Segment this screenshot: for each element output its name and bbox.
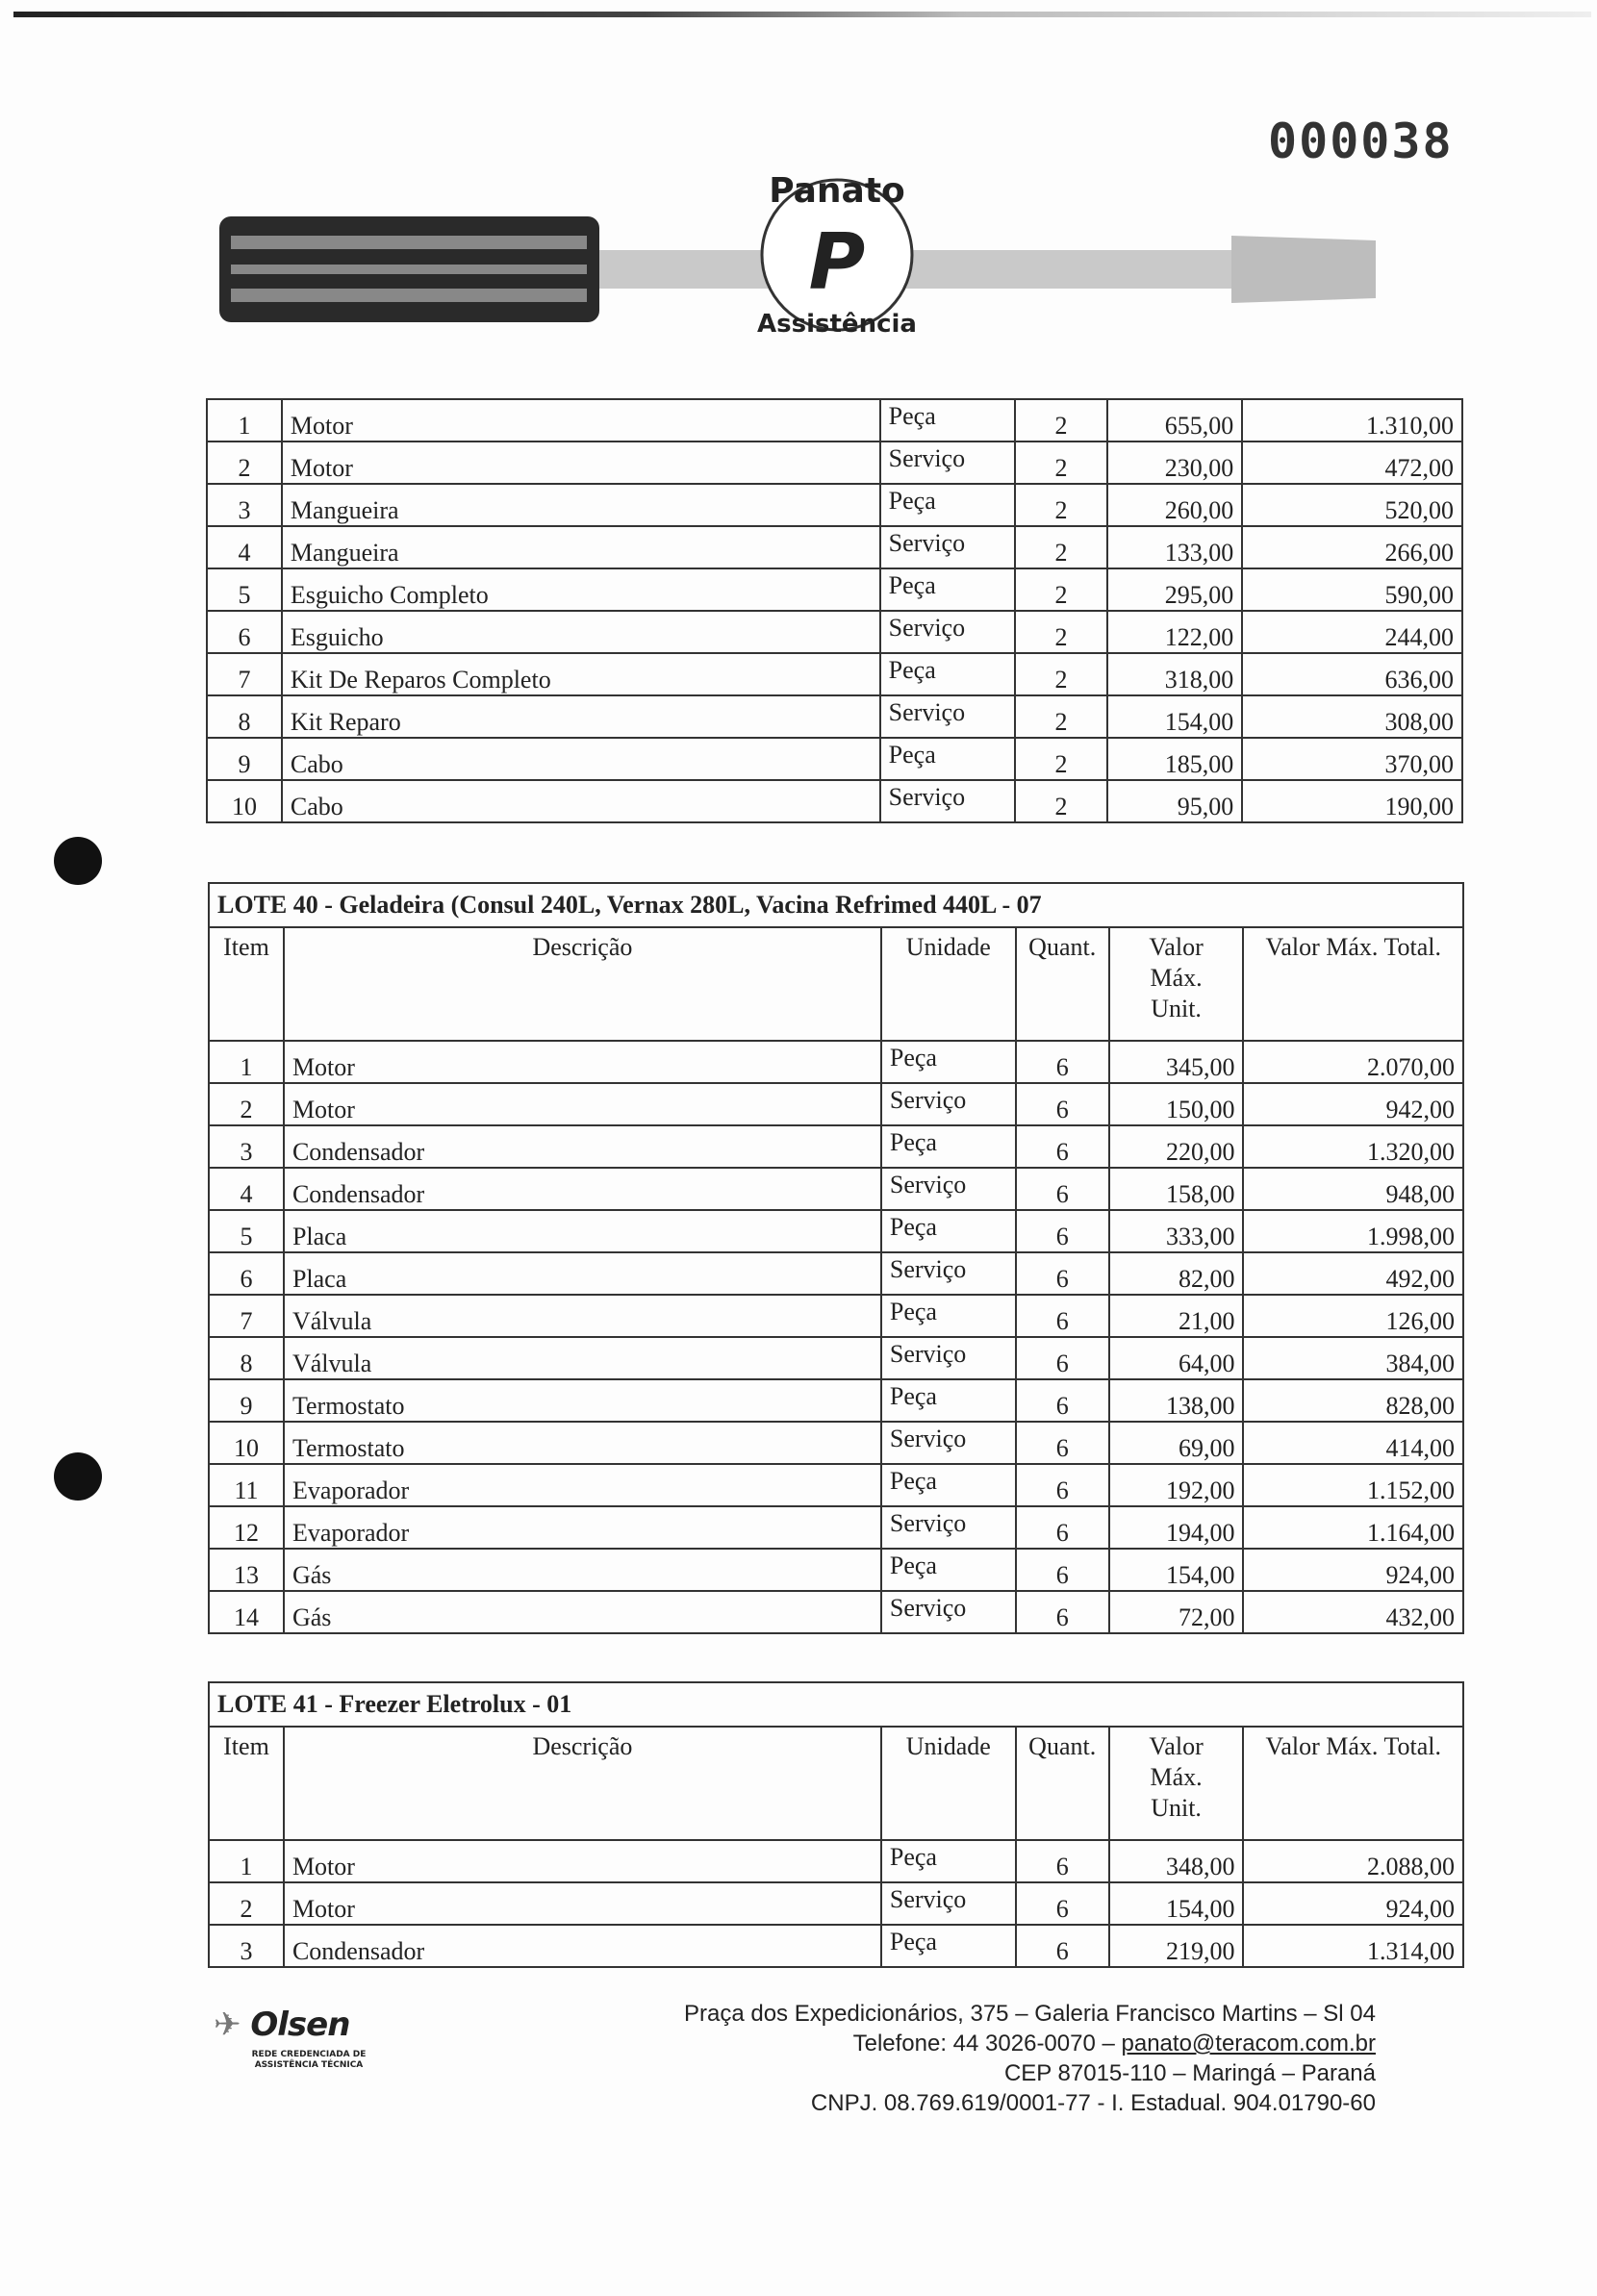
page-number: 000038	[1268, 114, 1454, 169]
item-unit: Peça	[881, 1125, 1016, 1168]
item-total: 432,00	[1243, 1591, 1463, 1633]
item-unit-price: 230,00	[1107, 442, 1242, 484]
item-quantity: 2	[1015, 442, 1108, 484]
table-row	[209, 1083, 1463, 1125]
item-description: Condensador	[284, 1925, 881, 1967]
item-total: 1.152,00	[1243, 1464, 1463, 1506]
item-number: 7	[209, 1295, 284, 1337]
table-row	[209, 1549, 1463, 1591]
item-description: Motor	[282, 399, 880, 442]
item-description: Motor	[284, 1083, 881, 1125]
item-quantity: 6	[1016, 1422, 1109, 1464]
item-total: 828,00	[1243, 1379, 1463, 1422]
item-quantity: 6	[1016, 1840, 1109, 1882]
item-unit: Peça	[881, 1295, 1016, 1337]
table-row	[209, 1337, 1463, 1379]
item-unit: Peça	[881, 1464, 1016, 1506]
item-number: 8	[207, 695, 282, 738]
item-number: 9	[209, 1379, 284, 1422]
item-total: 370,00	[1242, 738, 1462, 780]
item-number: 2	[209, 1882, 284, 1925]
item-unit-price: 150,00	[1109, 1083, 1244, 1125]
item-number: 3	[209, 1925, 284, 1967]
item-description: Válvula	[284, 1295, 881, 1337]
item-quantity: 2	[1015, 399, 1108, 442]
header-item: Item	[209, 927, 284, 1041]
item-number: 11	[209, 1464, 284, 1506]
cnpj: CNPJ. 08.769.619/0001-77 - I. Estadual. 904.01790-60	[810, 2090, 1376, 2116]
logo-text-panato: Panato	[769, 171, 905, 211]
header-quantity: Quant.	[1016, 927, 1109, 1041]
item-description: Termostato	[284, 1422, 881, 1464]
item-quantity: 6	[1016, 1464, 1109, 1506]
item-number: 4	[209, 1168, 284, 1210]
item-description: Placa	[284, 1210, 881, 1252]
item-total: 190,00	[1242, 780, 1462, 822]
table-row	[209, 1506, 1463, 1549]
item-unit-price: 82,00	[1109, 1252, 1244, 1295]
item-unit-price: 154,00	[1107, 695, 1242, 738]
item-description: Válvula	[284, 1337, 881, 1379]
item-description: Esguicho	[282, 611, 880, 653]
item-number: 3	[209, 1125, 284, 1168]
item-number: 14	[209, 1591, 284, 1633]
item-number: 7	[207, 653, 282, 695]
item-total: 942,00	[1243, 1083, 1463, 1125]
header-quantity: Quant.	[1016, 1727, 1109, 1840]
item-unit-price: 158,00	[1109, 1168, 1244, 1210]
item-unit-price: 194,00	[1109, 1506, 1244, 1549]
item-unit: Serviço	[881, 1252, 1016, 1295]
lote-title: LOTE 41 - Freezer Eletrolux - 01	[209, 1682, 1463, 1727]
svg-text:P: P	[808, 217, 866, 307]
item-unit: Serviço	[880, 442, 1015, 484]
item-unit-price: 95,00	[1107, 780, 1242, 822]
header-unit-price: Valor Máx. Unit.	[1109, 1727, 1244, 1840]
item-unit-price: 69,00	[1109, 1422, 1244, 1464]
item-unit-price: 154,00	[1109, 1882, 1244, 1925]
item-total: 948,00	[1243, 1168, 1463, 1210]
item-description: Cabo	[282, 738, 880, 780]
item-unit: Peça	[881, 1840, 1016, 1882]
table-row	[207, 738, 1462, 780]
item-description: Gás	[284, 1591, 881, 1633]
punch-hole	[54, 1452, 102, 1501]
header-unit-price: Valor Máx. Unit.	[1109, 927, 1244, 1041]
item-total: 2.088,00	[1243, 1840, 1463, 1882]
item-unit: Serviço	[881, 1168, 1016, 1210]
item-description: Kit De Reparos Completo	[282, 653, 880, 695]
item-unit: Serviço	[881, 1506, 1016, 1549]
item-unit-price: 192,00	[1109, 1464, 1244, 1506]
item-number: 9	[207, 738, 282, 780]
item-unit-price: 185,00	[1107, 738, 1242, 780]
items-table-continued	[206, 398, 1463, 823]
item-description: Condensador	[284, 1168, 881, 1210]
item-quantity: 6	[1016, 1925, 1109, 1967]
item-description: Termostato	[284, 1379, 881, 1422]
item-description: Evaporador	[284, 1464, 881, 1506]
item-unit-price: 345,00	[1109, 1041, 1244, 1083]
item-description: Motor	[284, 1882, 881, 1925]
table-row	[209, 1464, 1463, 1506]
header-total: Valor Máx. Total.	[1243, 927, 1463, 1041]
item-number: 4	[207, 526, 282, 568]
header-description: Descrição	[284, 927, 881, 1041]
item-total: 590,00	[1242, 568, 1462, 611]
header-total: Valor Máx. Total.	[1243, 1727, 1463, 1840]
item-description: Esguicho Completo	[282, 568, 880, 611]
item-description: Motor	[282, 442, 880, 484]
item-total: 492,00	[1243, 1252, 1463, 1295]
item-quantity: 6	[1016, 1591, 1109, 1633]
item-unit: Serviço	[881, 1422, 1016, 1464]
item-number: 8	[209, 1337, 284, 1379]
item-unit: Peça	[881, 1041, 1016, 1083]
item-quantity: 2	[1015, 695, 1108, 738]
item-unit-price: 295,00	[1107, 568, 1242, 611]
punch-hole	[54, 837, 102, 885]
item-unit: Peça	[880, 738, 1015, 780]
item-quantity: 2	[1015, 780, 1108, 822]
svg-text:Assistência: Assistência	[757, 310, 917, 339]
header-description: Descrição	[284, 1727, 881, 1840]
table-row	[209, 1925, 1463, 1967]
item-unit-price: 64,00	[1109, 1337, 1244, 1379]
item-description: Mangueira	[282, 484, 880, 526]
item-quantity: 6	[1016, 1083, 1109, 1125]
item-total: 384,00	[1243, 1337, 1463, 1379]
item-unit-price: 220,00	[1109, 1125, 1244, 1168]
item-unit-price: 219,00	[1109, 1925, 1244, 1967]
table-row	[209, 1591, 1463, 1633]
item-number: 2	[207, 442, 282, 484]
item-number: 10	[207, 780, 282, 822]
item-total: 1.320,00	[1243, 1125, 1463, 1168]
lote-40-table	[208, 882, 1464, 1634]
item-description: Motor	[284, 1041, 881, 1083]
table-row	[207, 653, 1462, 695]
item-unit: Serviço	[881, 1591, 1016, 1633]
company-address	[684, 1999, 1376, 2118]
item-description: Mangueira	[282, 526, 880, 568]
item-unit-price: 655,00	[1107, 399, 1242, 442]
item-unit-price: 318,00	[1107, 653, 1242, 695]
item-quantity: 6	[1016, 1252, 1109, 1295]
table-row	[209, 1210, 1463, 1252]
item-unit: Serviço	[880, 780, 1015, 822]
item-total: 924,00	[1243, 1882, 1463, 1925]
item-unit: Serviço	[880, 695, 1015, 738]
item-quantity: 6	[1016, 1337, 1109, 1379]
item-total: 2.070,00	[1243, 1041, 1463, 1083]
item-unit: Peça	[880, 653, 1015, 695]
email-link[interactable]: panato@teracom.com.br	[1121, 2031, 1376, 2056]
item-unit-price: 122,00	[1107, 611, 1242, 653]
item-number: 5	[209, 1210, 284, 1252]
item-unit-price: 21,00	[1109, 1295, 1244, 1337]
item-unit: Peça	[881, 1210, 1016, 1252]
item-unit-price: 72,00	[1109, 1591, 1244, 1633]
table-row	[207, 526, 1462, 568]
item-description: Motor	[284, 1840, 881, 1882]
table-row	[209, 1125, 1463, 1168]
item-unit: Serviço	[881, 1882, 1016, 1925]
lote-41-table	[208, 1681, 1464, 1968]
item-description: Placa	[284, 1252, 881, 1295]
table-row	[207, 484, 1462, 526]
table-row	[209, 1168, 1463, 1210]
item-unit-price: 260,00	[1107, 484, 1242, 526]
panato-logo	[212, 144, 1385, 356]
item-total: 1.164,00	[1243, 1506, 1463, 1549]
item-number: 2	[209, 1083, 284, 1125]
table-row	[209, 1882, 1463, 1925]
table-row	[207, 695, 1462, 738]
item-number: 6	[209, 1252, 284, 1295]
item-unit: Serviço	[880, 526, 1015, 568]
scan-edge	[13, 12, 1591, 17]
header-unit: Unidade	[881, 927, 1016, 1041]
item-quantity: 2	[1015, 611, 1108, 653]
item-unit: Peça	[880, 484, 1015, 526]
table-row	[209, 1295, 1463, 1337]
cep: CEP 87015-110 – Maringá – Paraná	[1003, 2060, 1376, 2086]
item-quantity: 2	[1015, 484, 1108, 526]
item-total: 520,00	[1242, 484, 1462, 526]
item-total: 472,00	[1242, 442, 1462, 484]
item-unit-price: 154,00	[1109, 1549, 1244, 1591]
item-unit: Peça	[881, 1925, 1016, 1967]
phone: Telefone: 44 3026-0070 –	[852, 2031, 1122, 2056]
item-description: Gás	[284, 1549, 881, 1591]
item-total: 636,00	[1242, 653, 1462, 695]
item-quantity: 6	[1016, 1041, 1109, 1083]
item-quantity: 6	[1016, 1295, 1109, 1337]
item-unit-price: 133,00	[1107, 526, 1242, 568]
address-line: Praça dos Expedicionários, 375 – Galeria Francisco Martins – Sl 04	[683, 2001, 1376, 2027]
table-row	[207, 780, 1462, 822]
item-quantity: 2	[1015, 653, 1108, 695]
item-quantity: 6	[1016, 1506, 1109, 1549]
item-number: 10	[209, 1422, 284, 1464]
item-total: 308,00	[1242, 695, 1462, 738]
item-number: 1	[209, 1041, 284, 1083]
item-quantity: 2	[1015, 526, 1108, 568]
table-row	[207, 568, 1462, 611]
item-number: 1	[207, 399, 282, 442]
item-unit: Peça	[880, 568, 1015, 611]
header-item: Item	[209, 1727, 284, 1840]
item-quantity: 6	[1016, 1210, 1109, 1252]
item-number: 6	[207, 611, 282, 653]
item-total: 244,00	[1242, 611, 1462, 653]
item-total: 1.310,00	[1242, 399, 1462, 442]
header-unit: Unidade	[881, 1727, 1016, 1840]
table-row	[207, 399, 1462, 442]
item-unit-price: 348,00	[1109, 1840, 1244, 1882]
table-row	[209, 1041, 1463, 1083]
olsen-logo: ✈ Olsen REDE CREDENCIADA DE ASSISTÊNCIA TÉCNICA	[214, 2006, 367, 2070]
item-quantity: 6	[1016, 1549, 1109, 1591]
item-total: 266,00	[1242, 526, 1462, 568]
item-quantity: 6	[1016, 1882, 1109, 1925]
table-row	[207, 611, 1462, 653]
item-description: Condensador	[284, 1125, 881, 1168]
item-total: 414,00	[1243, 1422, 1463, 1464]
table-row	[209, 1252, 1463, 1295]
item-description: Evaporador	[284, 1506, 881, 1549]
item-description: Cabo	[282, 780, 880, 822]
lote-title: LOTE 40 - Geladeira (Consul 240L, Vernax 280L, Vacina Refrimed 440L - 07	[209, 883, 1463, 927]
item-unit: Serviço	[880, 611, 1015, 653]
table-row	[209, 1840, 1463, 1882]
item-unit-price: 333,00	[1109, 1210, 1244, 1252]
item-quantity: 6	[1016, 1168, 1109, 1210]
item-description: Kit Reparo	[282, 695, 880, 738]
item-unit: Peça	[881, 1549, 1016, 1591]
item-quantity: 2	[1015, 568, 1108, 611]
table-row	[207, 442, 1462, 484]
item-unit: Peça	[880, 399, 1015, 442]
item-unit: Serviço	[881, 1083, 1016, 1125]
table-row	[209, 1379, 1463, 1422]
item-number: 13	[209, 1549, 284, 1591]
item-unit: Peça	[881, 1379, 1016, 1422]
item-number: 5	[207, 568, 282, 611]
item-quantity: 6	[1016, 1125, 1109, 1168]
item-total: 924,00	[1243, 1549, 1463, 1591]
item-number: 3	[207, 484, 282, 526]
item-total: 126,00	[1243, 1295, 1463, 1337]
item-quantity: 2	[1015, 738, 1108, 780]
item-number: 1	[209, 1840, 284, 1882]
item-quantity: 6	[1016, 1379, 1109, 1422]
item-unit-price: 138,00	[1109, 1379, 1244, 1422]
table-row	[209, 1422, 1463, 1464]
item-unit: Serviço	[881, 1337, 1016, 1379]
item-total: 1.998,00	[1243, 1210, 1463, 1252]
item-total: 1.314,00	[1243, 1925, 1463, 1967]
item-number: 12	[209, 1506, 284, 1549]
